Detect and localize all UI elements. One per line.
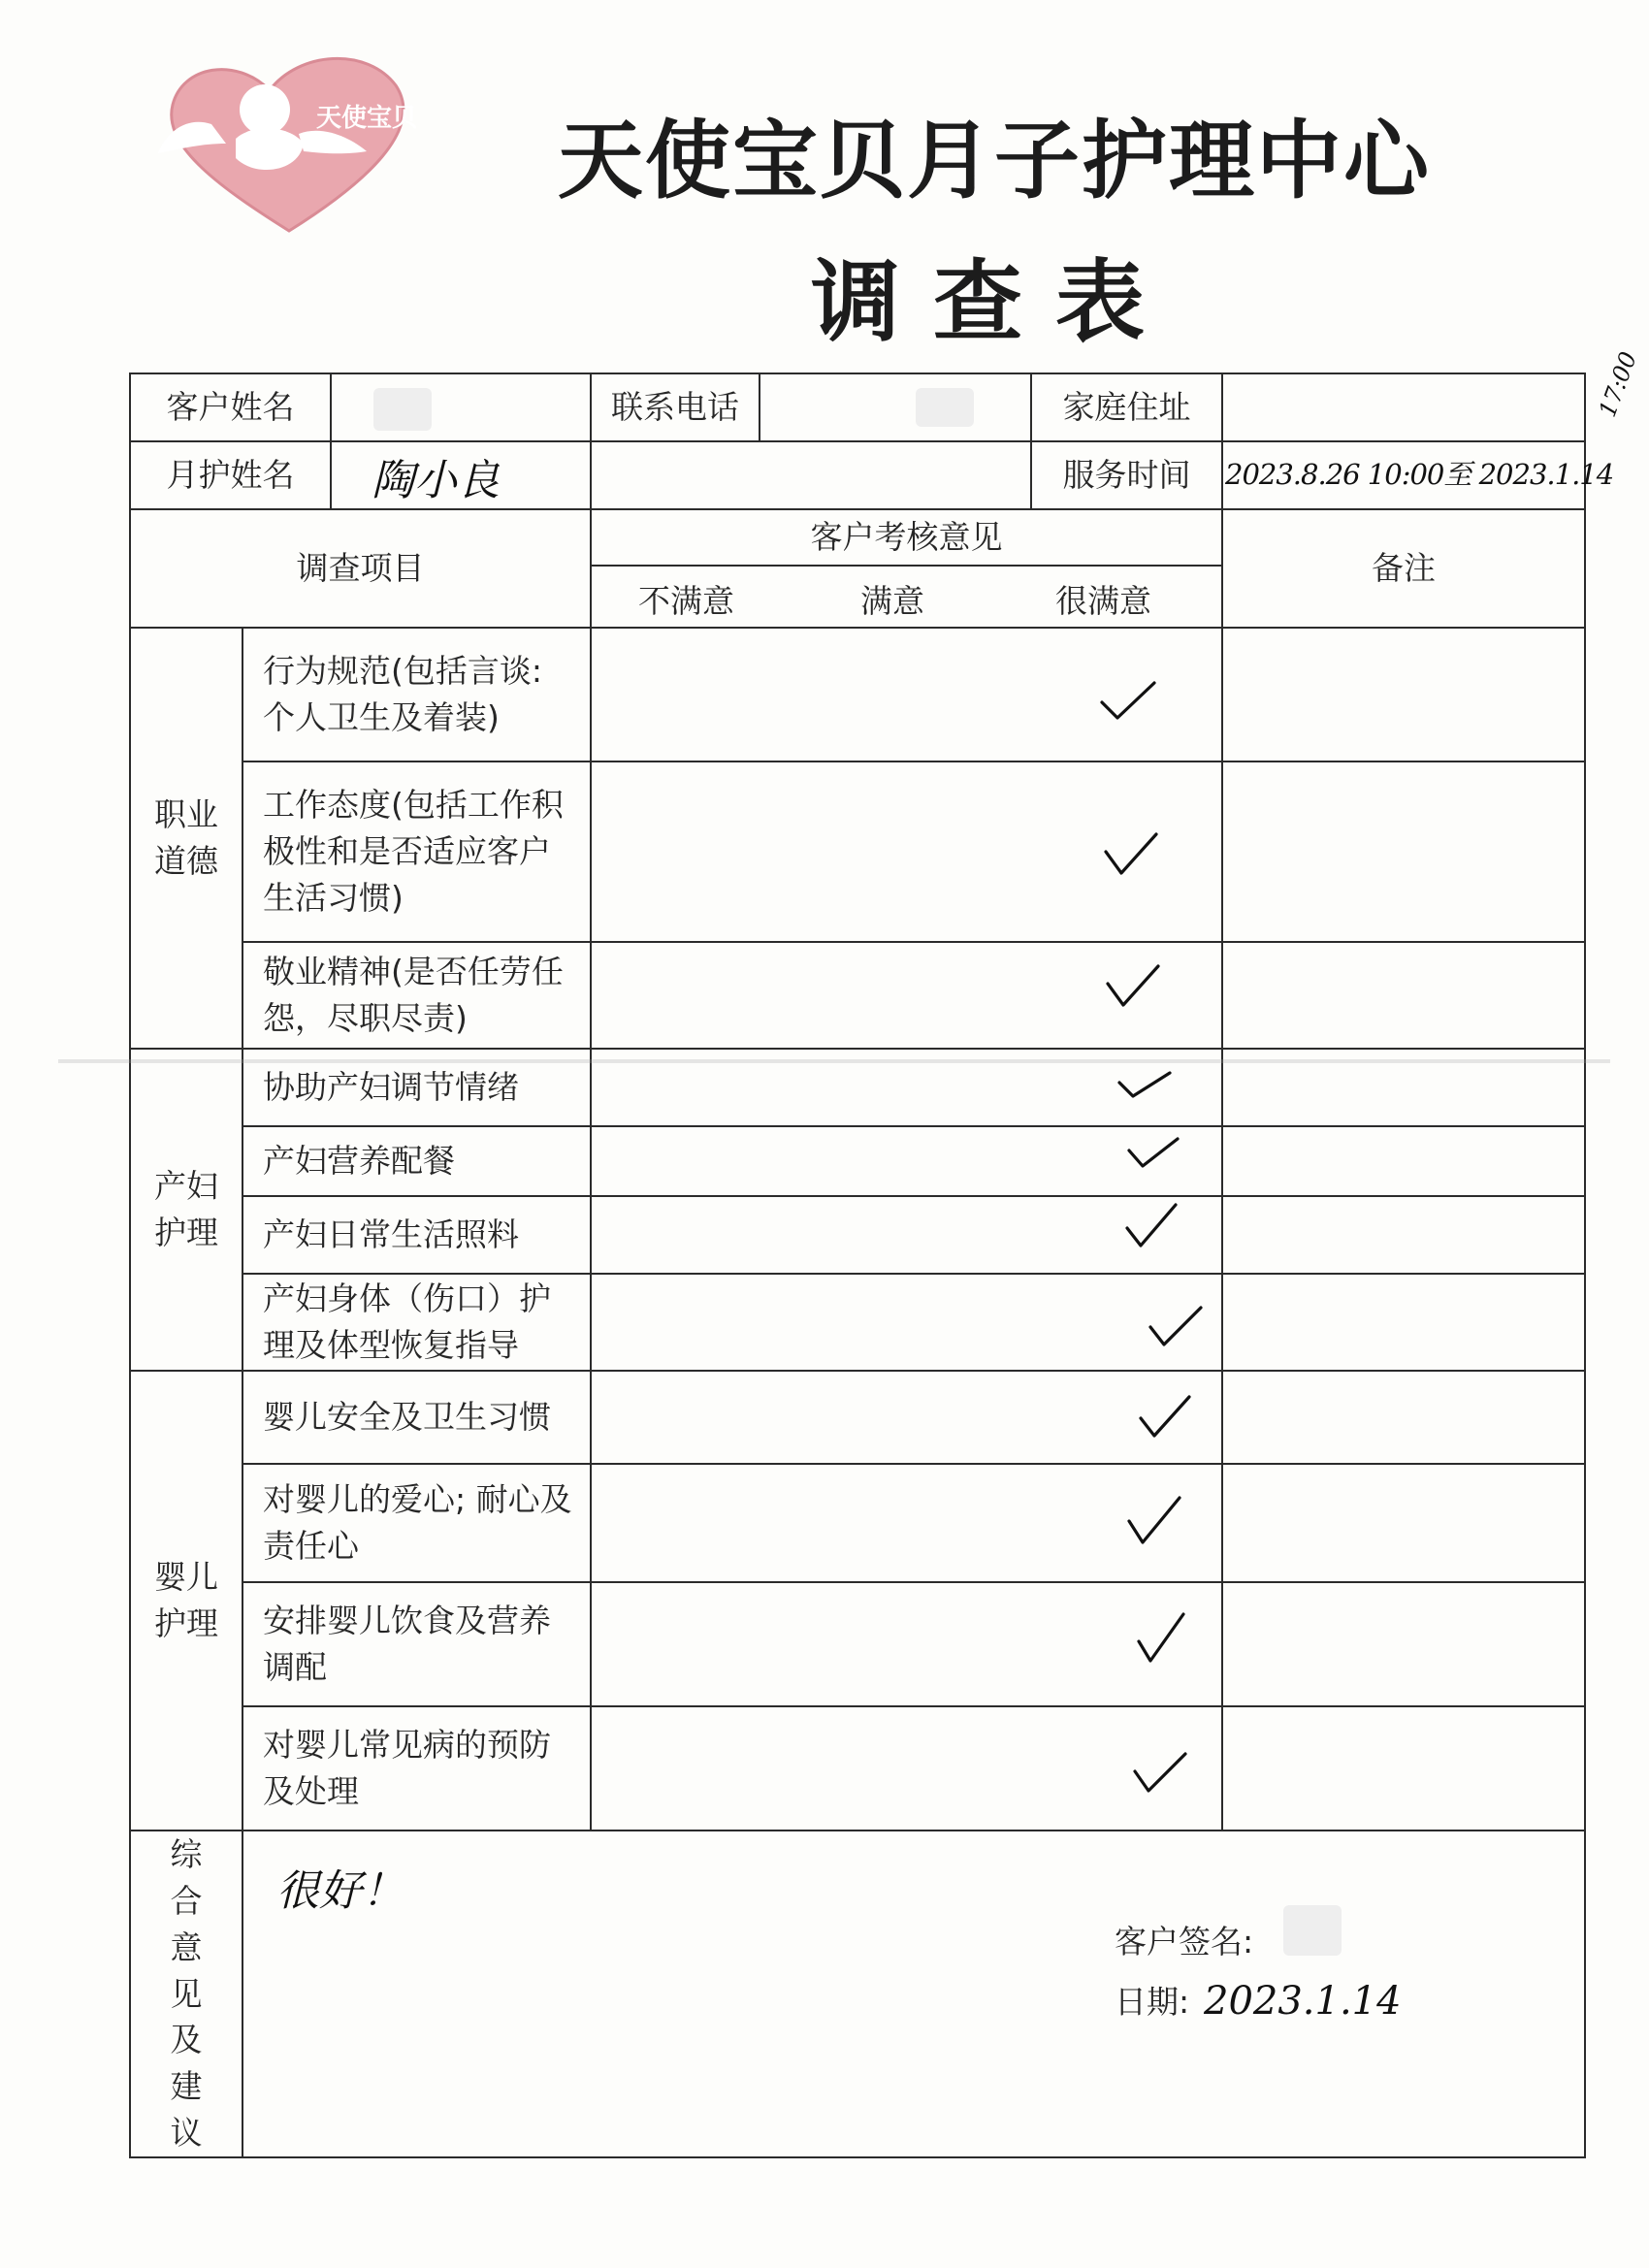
logo-text: 天使宝贝: [316, 104, 418, 133]
comments-cell: [242, 1831, 1585, 2157]
rating-cell: [591, 1196, 1222, 1274]
comments-value: 很好！: [276, 1866, 404, 1916]
customer-name-redacted: [373, 388, 432, 431]
category-maternal-care: 产妇护理: [130, 1049, 242, 1371]
address-value: [1222, 373, 1585, 441]
page-title: 天使宝贝月子护理中心: [557, 111, 1431, 211]
date-label: 日期:: [1115, 1983, 1190, 2021]
customer-name-row: [130, 373, 591, 441]
rating-cell: [591, 628, 1222, 761]
date-value: 2023.1.14: [1204, 1979, 1402, 2024]
remarks-cell: [1222, 1371, 1585, 1464]
category-professional-ethics: 职业道德: [130, 628, 242, 1049]
checkmark-icon: [1125, 1496, 1185, 1546]
phone-redacted: [916, 388, 974, 427]
survey-item-header: 调查项目: [130, 509, 591, 628]
rating-very-satisfied-label: 很满意: [1055, 582, 1151, 620]
paper-fold-line: [58, 1059, 1610, 1063]
remarks-cell: [1222, 628, 1585, 761]
checkmark-icon: [1104, 962, 1164, 1013]
remarks-cell: [1222, 1196, 1585, 1274]
service-time-label: 服务时间: [1031, 441, 1222, 509]
remarks-cell: [1222, 1274, 1585, 1371]
nurse-name-value: 陶小良: [372, 456, 500, 505]
remarks-header: 备注: [1222, 509, 1585, 628]
survey-item: 对婴儿的爱心; 耐心及责任心: [242, 1464, 591, 1582]
rating-cell: [591, 1706, 1222, 1831]
survey-item: 婴儿安全及卫生习惯: [242, 1371, 591, 1464]
nurse-name-label: 月护姓名: [131, 442, 332, 508]
rating-cell: [591, 1126, 1222, 1196]
checkmark-icon: [1116, 1059, 1176, 1110]
survey-item: 工作态度(包括工作积极性和是否适应客户生活习惯): [242, 761, 591, 942]
survey-item: 产妇营养配餐: [242, 1126, 591, 1196]
service-time-value: 2023.8.26 10:00至 2023.1.14: [1225, 458, 1614, 491]
rating-cell: [591, 1582, 1222, 1706]
checkmark-icon: [1123, 1203, 1183, 1253]
survey-item: 敬业精神(是否任劳任怨，尽职尽责): [242, 942, 591, 1049]
survey-item: 协助产妇调节情绪: [242, 1049, 591, 1126]
survey-item: 安排婴儿饮食及营养调配: [242, 1582, 591, 1706]
survey-item: 行为规范(包括言谈: 个人卫生及着装): [242, 628, 591, 761]
page-subtitle: 调查表: [810, 250, 1178, 354]
survey-item: 产妇身体（伤口）护理及体型恢复指导: [242, 1274, 591, 1371]
category-infant-care: 婴儿护理: [130, 1371, 242, 1831]
comments-label: 综合意见及建议: [130, 1831, 242, 2157]
remarks-cell: [1222, 761, 1585, 942]
signature-redacted: [1283, 1905, 1342, 1956]
rating-unsatisfied-label: 不满意: [638, 582, 734, 620]
signature-label: 客户签名:: [1115, 1923, 1254, 1960]
rating-satisfied-label: 满意: [860, 582, 924, 620]
remarks-cell: [1222, 1126, 1585, 1196]
rating-cell: [591, 1464, 1222, 1582]
service-time-extra: 17:00: [1594, 347, 1642, 421]
checkmark-icon: [1098, 677, 1158, 728]
checkmark-icon: [1102, 830, 1162, 881]
remarks-cell: [1222, 1582, 1585, 1706]
rating-cell: [591, 761, 1222, 942]
remarks-cell: [1222, 1706, 1585, 1831]
phone-value: [760, 373, 1031, 441]
phone-label: 联系电话: [591, 373, 760, 441]
rating-cell: [591, 1274, 1222, 1371]
checkmark-icon: [1137, 1393, 1197, 1443]
survey-table: [129, 373, 1614, 2158]
checkmark-icon: [1147, 1302, 1207, 1352]
checkmark-icon: [1131, 1746, 1191, 1797]
nurse-blank: [591, 441, 1031, 509]
rating-cell: [591, 942, 1222, 1049]
opinion-header: 客户考核意见: [591, 509, 1222, 566]
rating-cell: [591, 1371, 1222, 1464]
address-label: 家庭住址: [1031, 373, 1222, 441]
service-time-cell: [1222, 441, 1614, 509]
rating-columns-header: [591, 566, 1222, 628]
remarks-cell: [1222, 942, 1585, 1049]
checkmark-icon: [1125, 1133, 1185, 1183]
nurse-name-row: [130, 441, 591, 509]
remarks-cell: [1222, 1464, 1585, 1582]
customer-name-label: 客户姓名: [131, 374, 332, 440]
checkmark-icon: [1135, 1612, 1195, 1663]
survey-item: 对婴儿常见病的预防及处理: [242, 1706, 591, 1831]
survey-item: 产妇日常生活照料: [242, 1196, 591, 1274]
